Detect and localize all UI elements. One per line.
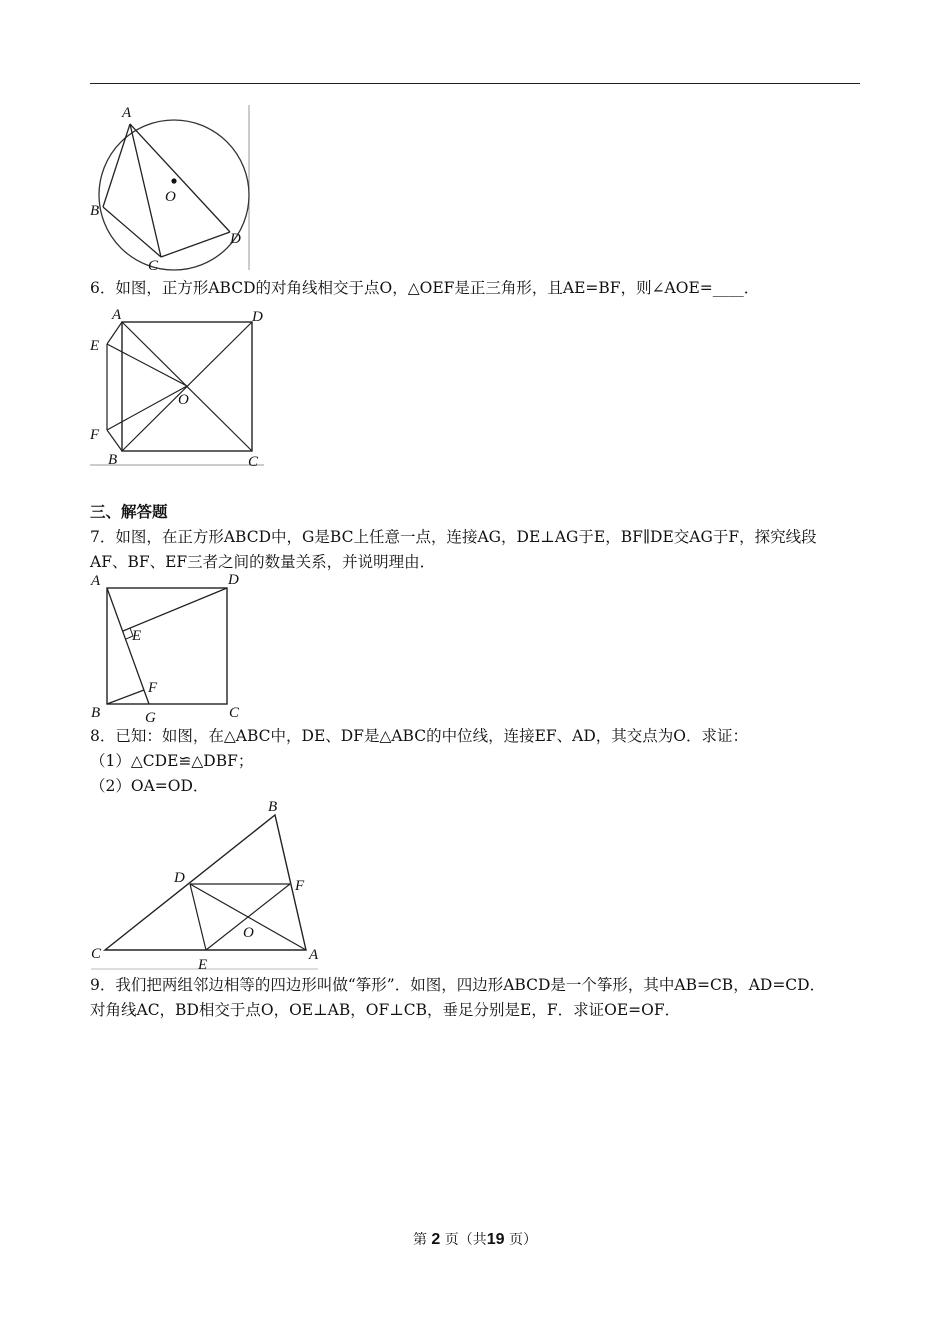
label-c: C: [248, 454, 259, 470]
question-7-line-1: 7．如图，在正方形ABCD中，G是BC上任意一点，连接AG，DE⊥AG于E，BF∥DE交AG于F，探究线段: [90, 528, 817, 546]
label-f: F: [295, 878, 305, 894]
footer-middle: 页（共: [444, 1232, 487, 1248]
question-9-line-2: 对角线AC，BD相交于点O，OE⊥AB，OF⊥CB，垂足分别是E，F．求证OE=OF．: [90, 1001, 681, 1019]
square-abcd: [107, 588, 227, 704]
question-9-line-1: 9．我们把两组邻边相等的四边形叫做“筝形”．如图，四边形ABCD是一个筝形，其中AB=CB，AD=CD．: [90, 976, 826, 994]
label-f: F: [148, 680, 158, 696]
label-o: O: [243, 925, 254, 941]
segment-de: [190, 884, 206, 950]
figure-q5-circle: [88, 100, 258, 272]
label-c: C: [91, 946, 102, 962]
segment-bf: [107, 430, 122, 451]
question-8-line-1: 8．已知：如图，在△ABC中，DE、DF是△ABC的中位线，连接EF、AD，其交点为O．求证：: [90, 727, 748, 745]
triangle-abc: [105, 815, 306, 950]
label-a: A: [309, 947, 319, 963]
label-a: A: [91, 573, 101, 589]
label-e: E: [132, 628, 142, 644]
footer-suffix: 页）: [509, 1232, 538, 1248]
footer-prefix: 第: [412, 1232, 427, 1248]
segment-eo: [107, 344, 187, 386]
section-title: 三、解答题: [90, 502, 168, 521]
label-b: B: [90, 203, 100, 219]
label-g: G: [145, 710, 156, 724]
footer-page-total: 19: [486, 1231, 505, 1248]
page-footer: [0, 1229, 950, 1249]
segment-fo: [107, 386, 187, 430]
label-a: A: [122, 105, 132, 121]
label-a: A: [112, 307, 122, 323]
header-rule: [90, 83, 860, 84]
label-b: B: [108, 452, 118, 468]
segment-ad: [130, 124, 230, 232]
label-e: E: [90, 338, 100, 354]
label-o: O: [165, 189, 176, 205]
label-b: B: [91, 705, 101, 721]
label-d: D: [230, 231, 241, 247]
segment-ac: [130, 124, 161, 257]
label-d: D: [252, 309, 263, 325]
label-d: D: [228, 572, 239, 588]
segment-cd: [161, 232, 230, 257]
label-o: O: [178, 392, 189, 408]
segment-ab: [103, 124, 130, 207]
footer-page-number: 2: [431, 1231, 441, 1248]
center-point: [171, 178, 176, 183]
label-c: C: [148, 258, 159, 272]
question-8-part-1: （1）△CDE≌△DBF；: [90, 752, 254, 770]
label-f: F: [90, 427, 100, 443]
segment-bf: [107, 690, 144, 704]
question-7-line-2: AF、BF、EF三者之间的数量关系，并说明理由．: [90, 553, 436, 571]
label-c: C: [229, 705, 240, 721]
segment-de: [123, 588, 227, 631]
label-d: D: [174, 870, 185, 886]
label-b: B: [268, 799, 278, 815]
figure-q8-triangle: [88, 796, 324, 974]
figure-q6-square: [86, 304, 268, 470]
segment-ag: [107, 588, 149, 704]
figure-q7-square: [88, 572, 248, 724]
label-e: E: [198, 957, 208, 973]
question-6-text: 6．如图，正方形ABCD的对角线相交于点O，△OEF是正三角形，且AE=BF，则∠AOE=____．: [90, 279, 760, 297]
segment-ae: [107, 322, 122, 344]
segment-bc: [103, 207, 161, 257]
question-8-part-2: （2）OA=OD．: [90, 777, 209, 795]
